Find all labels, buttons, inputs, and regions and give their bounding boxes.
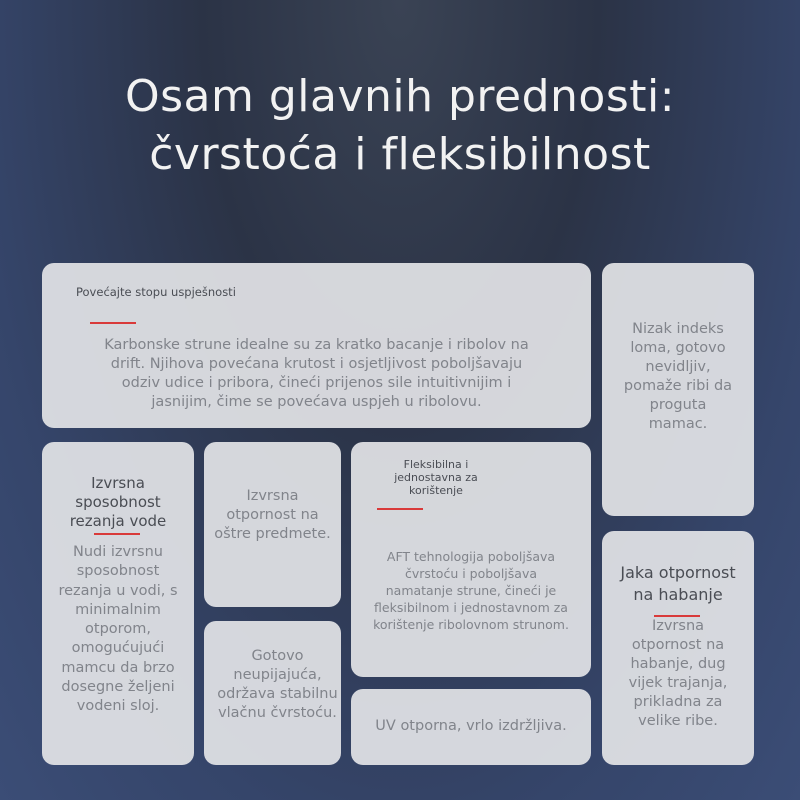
title-line-1: Osam glavnih prednosti: — [124, 71, 676, 122]
accent-rule — [377, 508, 423, 510]
card-flexible — [351, 442, 591, 677]
card-uv-resistant — [351, 689, 591, 765]
card-text: Karbonske strune idealne su za kratko bacanje i ribolov na drift. Njihova povećana krutost i osjetljivost poboljšavaju odziv udice i pribora, čineći prijenos sile intuitivnijim i jasnijim, čime se povećava uspjeh u ribolovu. — [104, 337, 529, 410]
page-title — [0, 68, 800, 184]
accent-rule — [90, 322, 136, 324]
card-heading: Povećajte stopu uspješnosti — [76, 285, 236, 299]
card-text: Izvrsna otpornost na oštre predmete. — [214, 488, 331, 542]
card-heading: Jaka otpornost na habanje — [620, 563, 736, 604]
accent-rule — [94, 533, 140, 535]
card-heading: Fleksibilna i jednostavna za korištenje — [394, 458, 478, 497]
card-text: AFT tehnologija poboljšava čvrstoću i poboljšava namatanje strune, čineći je fleksibilnom i jednostavnom za korištenje ribolovnom strunom. — [373, 549, 569, 632]
card-text: Nudi izvrsnu sposobnost rezanja u vodi, s minimalnim otporom, omogućujući mamcu da brzo dosegne željeni vodeni sloj. — [58, 544, 178, 715]
card-abrasion-resistance — [602, 531, 754, 765]
card-success-rate — [42, 263, 591, 428]
card-non-absorbent — [204, 621, 341, 765]
card-text: Gotovo neupijajuća, održava stabilnu vlačnu čvrstoću. — [217, 648, 338, 721]
card-sharp-resistance — [204, 442, 341, 607]
card-low-refraction — [602, 263, 754, 516]
card-water-cutting — [42, 442, 194, 765]
card-text: UV otporna, vrlo izdržljiva. — [375, 718, 567, 734]
title-line-2: čvrstoća i fleksibilnost — [149, 129, 651, 180]
card-heading: Izvrsna sposobnost rezanja vode — [69, 474, 167, 530]
card-text: Nizak indeks loma, gotovo nevidljiv, pomaže ribi da proguta mamac. — [623, 321, 733, 432]
card-text: Izvrsna otpornost na habanje, dug vijek trajanja, prikladna za velike ribe. — [628, 618, 728, 729]
